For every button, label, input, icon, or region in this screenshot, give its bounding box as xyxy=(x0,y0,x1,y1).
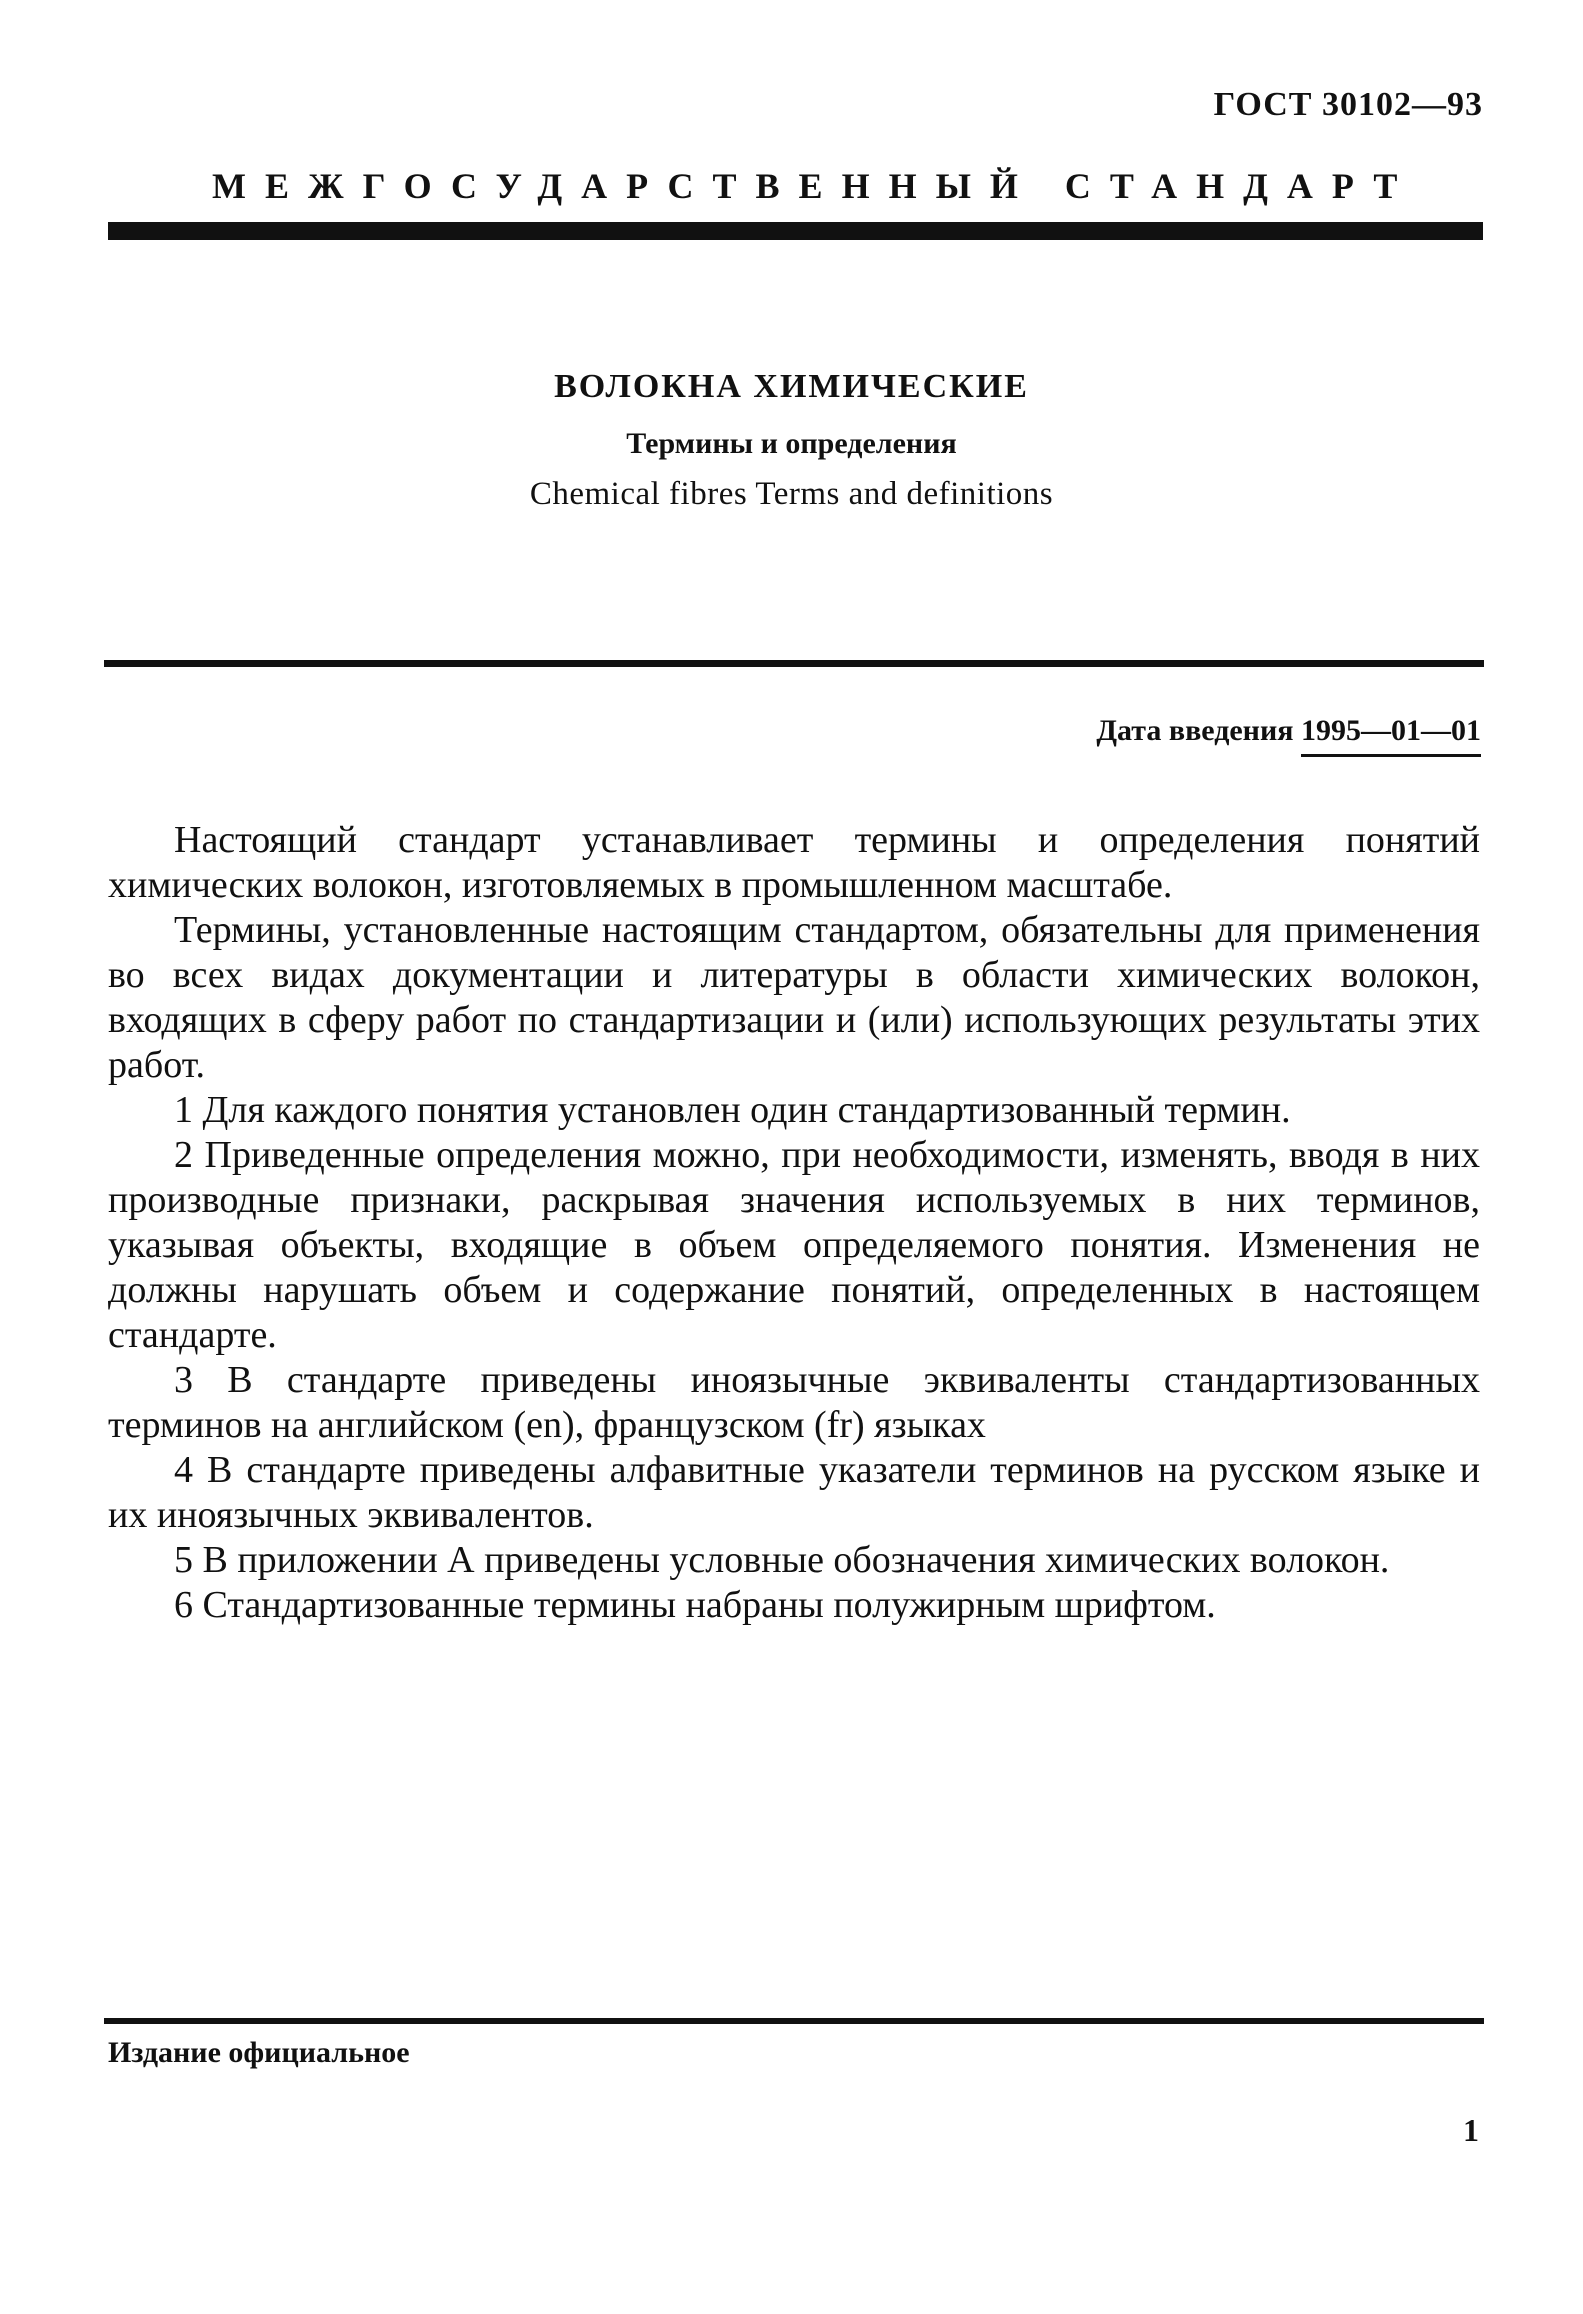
paragraph-mandatory: Термины, установленные настоящим стандартом, обязательны для применения во всех видах документации и литературы в области химических волокон, входящих в сферу работ по стандартизации и (или) использующих результаты этих работ. xyxy=(108,909,1480,1086)
title-rule xyxy=(104,660,1484,667)
intro-date-value: 1995—01—01 xyxy=(1301,714,1481,757)
paragraph-item-6: 6 Стандартизованные термины набраны полужирным шрифтом. xyxy=(174,1584,1216,1626)
standard-series-title: МЕЖГОСУДАРСТВЕННЫЙ СТАНДАРТ xyxy=(212,166,1417,206)
header-rule xyxy=(108,222,1483,240)
english-title: Chemical fibres Terms and definitions xyxy=(529,476,1054,512)
page-number: 1 xyxy=(1463,2112,1479,2148)
paragraph-item-4: 4 В стандарте приведены алфавитные указатели терминов на русском языке и их иноязычных эквивалентов. xyxy=(108,1449,1480,1536)
paragraph-scope: Настоящий стандарт устанавливает термины и определения понятий химических волокон, изготовляемых в промышленном масштабе. xyxy=(108,819,1480,906)
intro-date xyxy=(1096,714,1481,757)
paragraph-item-3: 3 В стандарте приведены иноязычные эквиваленты стандартизованных терминов на английском (en), французском (fr) языках xyxy=(108,1359,1480,1446)
intro-date-label: Дата введения xyxy=(1096,714,1294,747)
title-block xyxy=(0,364,1583,516)
main-title: ВОЛОКНА ХИМИЧЕСКИЕ xyxy=(554,368,1029,405)
paragraph-item-1: 1 Для каждого понятия установлен один стандартизованный термин. xyxy=(174,1089,1291,1131)
body-text xyxy=(108,818,1480,1628)
footer-rule xyxy=(104,2018,1484,2024)
paragraph-item-2: 2 Приведенные определения можно, при необходимости, изменять, вводя в них производные признаки, раскрывая значения используемых в них терминов, указывая объекты, входящие в объем определяемого понятия. Изменения не должны нарушать объем и содержание понятий, определенных в настоящем стандарте. xyxy=(108,1134,1480,1356)
edition-note: Издание официальное xyxy=(108,2036,410,2069)
document-code: ГОСТ 30102—93 xyxy=(1213,86,1483,123)
subtitle: Термины и определения xyxy=(626,427,957,460)
paragraph-item-5: 5 В приложении А приведены условные обозначения химических волокон. xyxy=(174,1539,1390,1581)
